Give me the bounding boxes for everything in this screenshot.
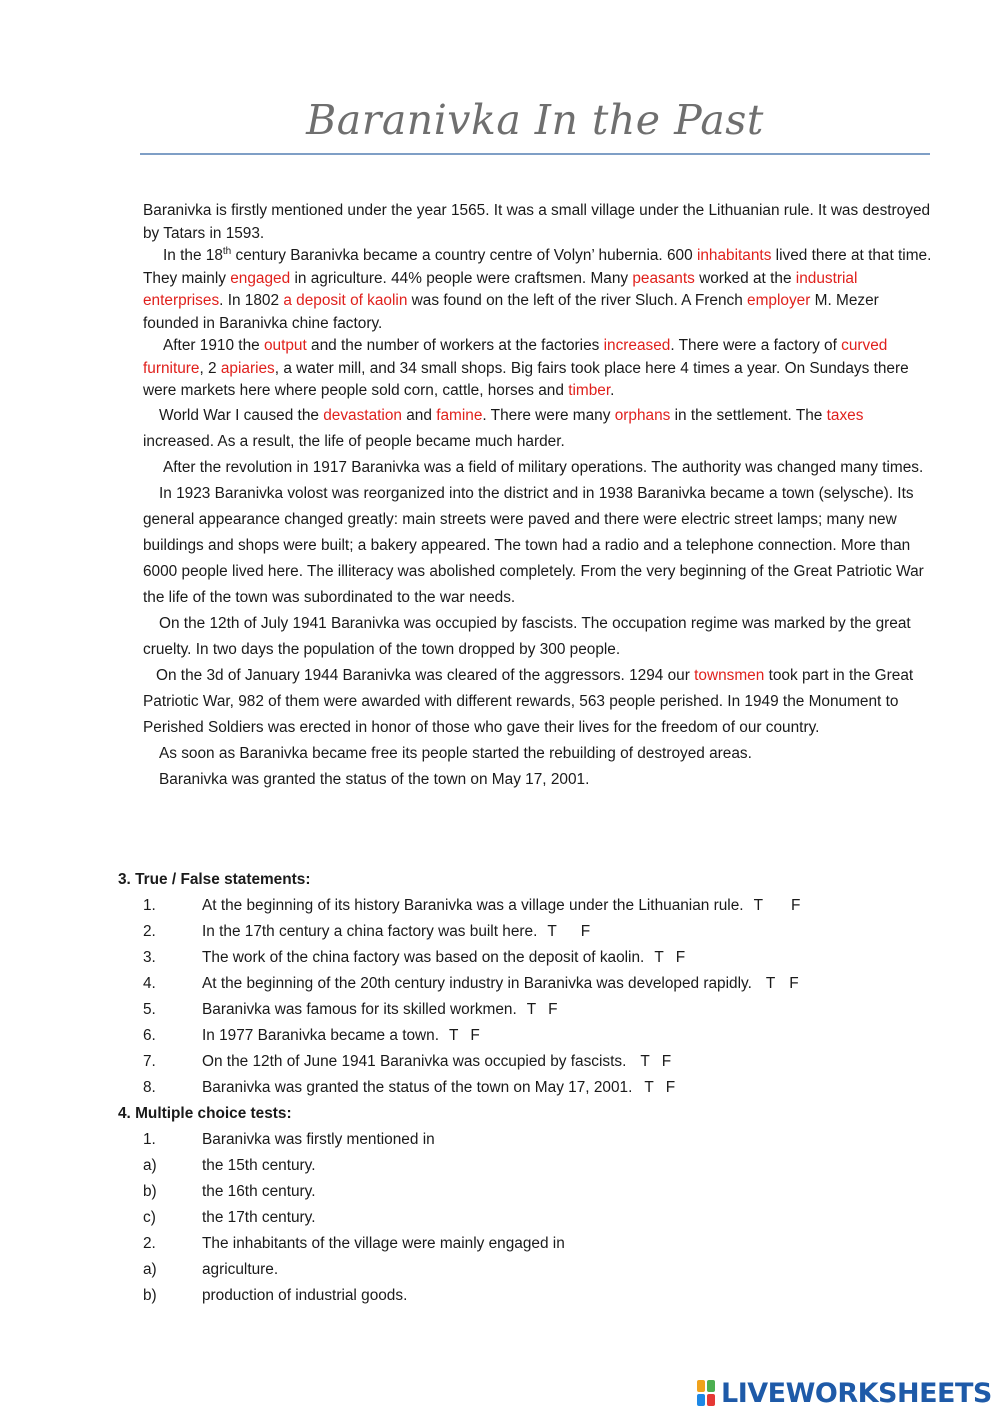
- vocab-word: engaged: [230, 269, 291, 287]
- vocab-word: devastation: [323, 406, 402, 424]
- false-option[interactable]: F: [548, 1001, 558, 1018]
- liveworksheets-logo: [697, 1377, 992, 1409]
- false-option[interactable]: F: [665, 1079, 676, 1096]
- paragraph-9: As soon as Baranivka became free its people started the rebuilding of destroyed areas.: [159, 744, 752, 762]
- true-false-item: 3. The work of the china factory was based on the deposit of kaolin. T F: [143, 949, 686, 966]
- true-option[interactable]: T: [640, 1053, 650, 1070]
- false-option[interactable]: F: [661, 1053, 672, 1070]
- vocab-word: taxes: [826, 406, 864, 424]
- vocab-word: timber: [568, 382, 611, 399]
- vocab-word: famine: [436, 406, 483, 424]
- answer-option[interactable]: b) production of industrial goods.: [143, 1287, 408, 1304]
- false-option[interactable]: F: [790, 897, 801, 914]
- true-false-item: 8. Baranivka was granted the status of the town on May 17, 2001. T F: [143, 1079, 676, 1096]
- false-option[interactable]: F: [675, 949, 686, 966]
- true-false-item: 2. In the 17th century a china factory was built here. T F: [143, 923, 591, 940]
- vocab-word: a deposit of kaolin: [283, 292, 408, 309]
- paragraph-10: Baranivka was granted the status of the town on May 17, 2001.: [159, 770, 590, 788]
- false-option[interactable]: F: [789, 975, 799, 992]
- question-item: 1. Baranivka was firstly mentioned in: [143, 1131, 435, 1148]
- true-false-item: 7. On the 12th of June 1941 Baranivka was occupied by fascists. T F: [143, 1053, 672, 1070]
- paragraph-3: After 1910 the output and the number of workers at the factories increased. There were a factory of curved furniture, 2 apiaries, a water mill, and 34 small shops. Big fairs took place here 4 times a year. On Sundays there were markets here where people sold corn, cattle, horses and timber.: [143, 337, 909, 399]
- vocab-word: curved furniture: [143, 337, 888, 377]
- true-option[interactable]: T: [765, 975, 776, 992]
- true-false-item: 5. Baranivka was famous for its skilled workmen. T F: [143, 1001, 558, 1018]
- reading-passage: [143, 200, 933, 793]
- vocab-word: increased: [603, 337, 671, 354]
- false-option[interactable]: F: [580, 923, 591, 940]
- answer-option[interactable]: a) agriculture.: [143, 1261, 279, 1278]
- page-title: Baranivka In the Past: [306, 96, 764, 144]
- true-option[interactable]: T: [644, 1079, 654, 1096]
- vocab-word: industrial enterprises: [143, 269, 858, 309]
- true-false-item: 6. In 1977 Baranivka became a town. T F: [143, 1027, 480, 1044]
- true-option[interactable]: T: [654, 949, 664, 966]
- logo-wordmark: LIVEWORKSHEETS: [721, 1377, 992, 1409]
- paragraph-7: On the 12th of July 1941 Baranivka was occupied by fascists. The occupation regime was marked by the great cruelty. In two days the population of the town dropped by 300 people.: [143, 614, 911, 658]
- question-item: 2. The inhabitants of the village were mainly engaged in: [143, 1235, 565, 1252]
- false-option[interactable]: F: [470, 1027, 480, 1044]
- answer-option[interactable]: b) the 16th century.: [143, 1183, 316, 1200]
- liveworksheets-logo-icon: [697, 1380, 717, 1406]
- answer-option[interactable]: c) the 17th century.: [143, 1209, 316, 1226]
- true-false-list: [143, 893, 800, 1101]
- true-false-item: 4. At the beginning of the 20th century industry in Baranivka was developed rapidly. T F: [143, 975, 799, 992]
- multiple-choice-heading: 4. Multiple choice tests:: [118, 1105, 292, 1122]
- paragraph-8: On the 3d of January 1944 Baranivka was cleared of the aggressors. 1294 our townsmen took part in the Great Patriotic War, 982 of them were awarded with different rewards, 563 people perished. In 1949 the Monument to Perished Soldiers was erected in honor of those who gave their lives for the freedom of our country.: [143, 666, 914, 736]
- title-divider: [140, 153, 930, 155]
- true-false-item: 1. At the beginning of its history Baranivka was a village under the Lithuanian rule. T F: [143, 897, 801, 914]
- true-option[interactable]: T: [753, 897, 763, 914]
- vocab-word: peasants: [632, 269, 695, 287]
- true-option[interactable]: T: [547, 923, 557, 940]
- paragraph-4: World War I caused the devastation and famine. There were many orphans in the settlement. The taxes increased. As a result, the life of people became much harder.: [143, 406, 864, 450]
- vocab-word: townsmen: [694, 666, 765, 684]
- vocab-word: apiaries: [220, 359, 275, 377]
- vocab-word: output: [263, 337, 307, 354]
- paragraph-6: In 1923 Baranivka volost was reorganized into the district and in 1938 Baranivka became a town (selysche). Its general appearance changed greatly: main streets were paved and there were electric street lamps; many new buildings and shops were built; a bakery appeared. The town had a radio and a telephone connection. More than 6000 people lived here. The illiteracy was abolished completely. From the very beginning of the Great Patriotic War the life of the town was subordinated to the war needs.: [143, 484, 924, 606]
- multiple-choice-list: [143, 1127, 565, 1309]
- true-false-heading: 3. True / False statements:: [118, 871, 311, 888]
- true-option[interactable]: T: [526, 1001, 537, 1018]
- vocab-word: employer: [747, 292, 811, 309]
- answer-option[interactable]: a) the 15th century.: [143, 1157, 316, 1174]
- vocab-word: orphans: [614, 406, 671, 424]
- paragraph-2: In the 18th century Baranivka became a country centre of Volyn’ hubernia. 600 inhabitants lived there at that time. They mainly engaged in agriculture. 44% people were craftsmen. Many peasants worked at the industrial enterprises. In 1802 a deposit of kaolin was found on the left of the river Sluch. A French employer M. Mezer founded in Baranivka chine factory.: [143, 245, 932, 332]
- true-option[interactable]: T: [449, 1027, 459, 1044]
- paragraph-5: After the revolution in 1917 Baranivka was a field of military operations. The authority was changed many times.: [163, 458, 924, 476]
- paragraph-1: Baranivka is firstly mentioned under the year 1565. It was a small village under the Lithuanian rule. It was destroyed by Tatars in 1593.: [143, 202, 931, 242]
- vocab-word: inhabitants: [696, 247, 772, 264]
